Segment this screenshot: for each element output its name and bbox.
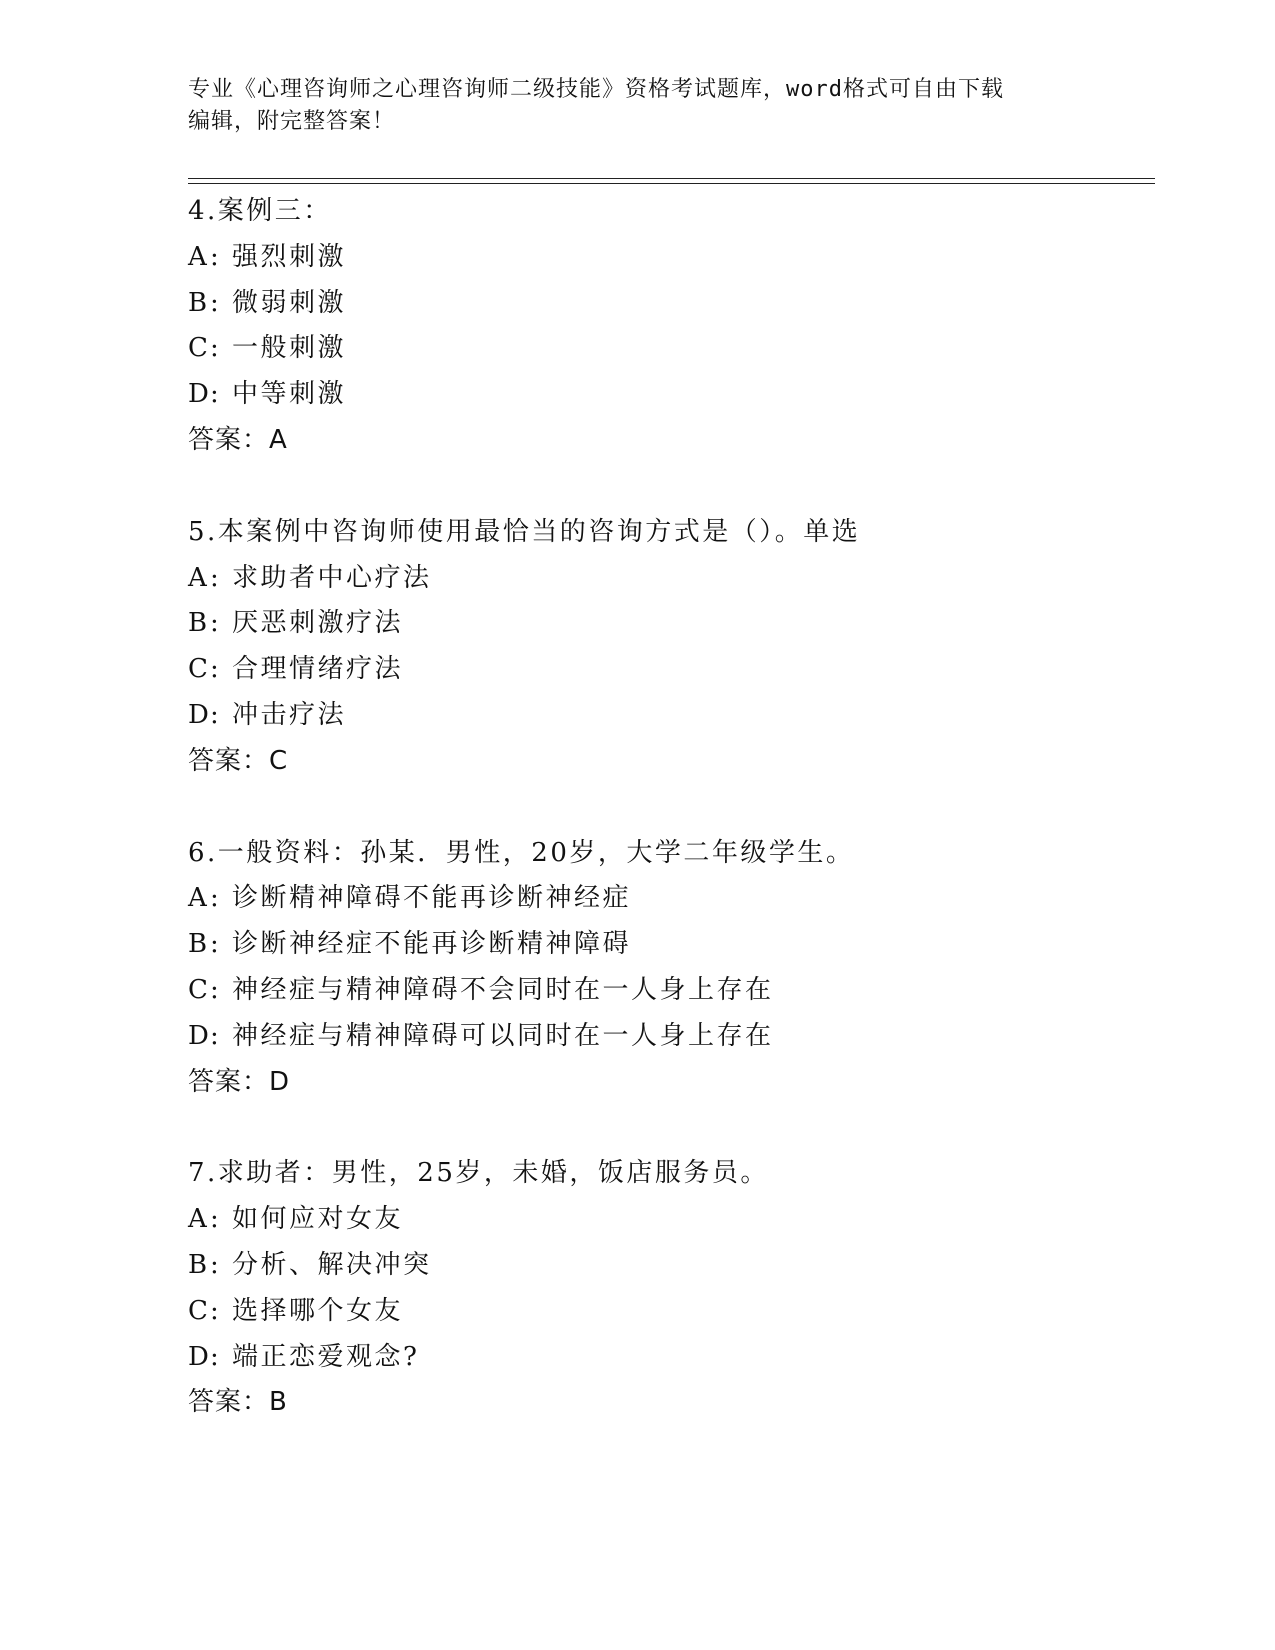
option-text: 厌恶刺激疗法: [232, 608, 404, 639]
option-separator: :: [210, 654, 222, 685]
question-list: [188, 189, 1148, 1472]
option-separator: :: [210, 562, 222, 593]
option-letter: C: [188, 654, 211, 685]
option-c: [188, 647, 1148, 693]
option-separator: :: [210, 1020, 222, 1051]
option-separator: :: [210, 1249, 222, 1280]
option-b: [188, 601, 1148, 647]
option-text: 如何应对女友: [232, 1204, 404, 1235]
option-separator: :: [210, 699, 222, 730]
option-letter: A: [188, 241, 210, 272]
header-divider-top: [188, 178, 1155, 179]
answer-line: [188, 1380, 1148, 1426]
option-letter: A: [188, 562, 210, 593]
option-letter: B: [188, 287, 210, 318]
question-6: [188, 831, 1148, 1106]
answer-value: A: [269, 424, 288, 455]
question-stem: 6.一般资料：孙某．男性，20岁，大学二年级学生。: [188, 837, 855, 868]
option-d: [188, 1014, 1148, 1060]
option-letter: D: [188, 1341, 212, 1372]
answer-value: C: [269, 745, 289, 776]
option-c: [188, 968, 1148, 1014]
option-b: [188, 1243, 1148, 1289]
answer-value: B: [269, 1387, 288, 1418]
option-separator: :: [210, 241, 222, 272]
option-letter: B: [188, 608, 210, 639]
option-separator: :: [210, 379, 222, 410]
answer-label: 答案：: [188, 745, 270, 776]
question-stem: 7.求助者：男性，25岁，未婚，饭店服务员。: [188, 1158, 769, 1189]
option-a: [188, 235, 1148, 281]
answer-label: 答案：: [188, 1066, 270, 1097]
option-text: 诊断神经症不能再诊断精神障碍: [232, 929, 632, 960]
option-letter: D: [188, 699, 212, 730]
answer-label: 答案：: [188, 1387, 270, 1418]
option-a: [188, 876, 1148, 922]
option-letter: C: [188, 333, 211, 364]
option-a: [188, 556, 1148, 602]
header-line-2: 编辑，附完整答案！: [188, 109, 396, 134]
question-4: [188, 189, 1148, 464]
answer-line: [188, 1060, 1148, 1106]
option-text: 选择哪个女友: [232, 1295, 404, 1326]
header-divider-bottom: [188, 183, 1155, 184]
option-letter: D: [188, 1020, 212, 1051]
option-separator: :: [210, 929, 222, 960]
option-text: 冲击疗法: [232, 699, 347, 730]
option-letter: B: [188, 929, 210, 960]
option-separator: :: [210, 608, 222, 639]
option-letter: A: [188, 883, 210, 914]
option-text: 求助者中心疗法: [232, 562, 432, 593]
option-b: [188, 281, 1148, 327]
option-separator: :: [210, 1295, 222, 1326]
option-text: 端正恋爱观念?: [232, 1341, 420, 1372]
answer-value: D: [269, 1066, 291, 1097]
option-text: 神经症与精神障碍可以同时在一人身上存在: [232, 1020, 774, 1051]
option-separator: :: [210, 333, 222, 364]
option-d: [188, 372, 1148, 418]
answer-line: [188, 418, 1148, 464]
question-5: [188, 510, 1148, 785]
option-text: 合理情绪疗法: [232, 654, 404, 685]
option-letter: A: [188, 1204, 210, 1235]
option-separator: :: [210, 287, 222, 318]
answer-line: [188, 739, 1148, 785]
question-7: [188, 1151, 1148, 1426]
option-c: [188, 326, 1148, 372]
option-text: 中等刺激: [232, 379, 347, 410]
option-d: [188, 693, 1148, 739]
option-text: 一般刺激: [232, 333, 347, 364]
question-stem: 4.案例三：: [188, 196, 332, 226]
option-a: [188, 1197, 1148, 1243]
option-separator: :: [210, 1204, 222, 1235]
option-text: 强烈刺激: [232, 241, 347, 272]
header-line-1: 专业《心理咨询师之心理咨询师二级技能》资格考试题库，word格式可自由下载: [188, 77, 1004, 102]
option-letter: C: [188, 974, 211, 1005]
answer-label: 答案：: [188, 424, 270, 455]
option-separator: :: [210, 1341, 222, 1372]
option-d: [188, 1335, 1148, 1381]
option-separator: :: [210, 883, 222, 914]
option-text: 微弱刺激: [232, 287, 347, 318]
option-letter: C: [188, 1295, 211, 1326]
option-text: 分析、解决冲突: [232, 1249, 432, 1280]
option-b: [188, 922, 1148, 968]
option-separator: :: [210, 974, 222, 1005]
question-stem: 5.本案例中咨询师使用最恰当的咨询方式是（）。单选: [188, 516, 861, 547]
document-header: [188, 74, 1068, 138]
option-letter: D: [188, 379, 212, 410]
option-c: [188, 1289, 1148, 1335]
option-text: 诊断精神障碍不能再诊断神经症: [232, 883, 632, 914]
option-text: 神经症与精神障碍不会同时在一人身上存在: [232, 974, 774, 1005]
option-letter: B: [188, 1249, 210, 1280]
